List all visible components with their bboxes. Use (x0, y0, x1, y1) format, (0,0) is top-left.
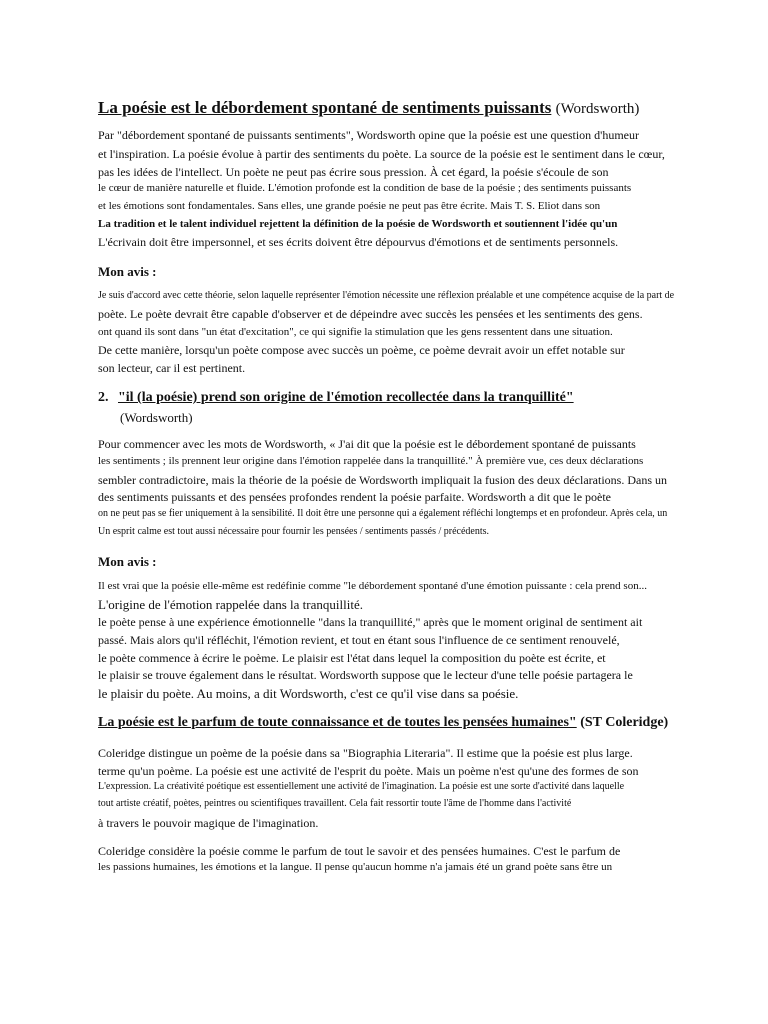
para1-line: L'écrivain doit être impersonnel, et ses écrits doivent être dépourvus d'émotions et de sentiments personnels. (98, 235, 619, 249)
para1-line: le cœur de manière naturelle et fluide. L'émotion profonde est la condition de base de la poésie ; des sentiments puissants (98, 182, 632, 194)
avis1-line: son lecteur, car il est pertinent. (98, 361, 246, 375)
para3-line: L'expression. La créativité poétique est essentiellement une activité de l'imagination. La poésie est une sorte d'activité dans laquelle (98, 781, 625, 792)
heading-2-number: 2. (98, 390, 109, 405)
avis2-line: le poète pense à une expérience émotionnelle "dans la tranquillité," après que le moment original de sentiment ait (98, 615, 643, 629)
avis2-line: Il est vrai que la poésie elle-même est redéfinie comme "le débordement spontané d'une émotion puissante : cela prend son... (98, 580, 647, 592)
avis1-line: De cette manière, lorsqu'un poète compose avec succès un poème, ce poème devrait avoir un effet notable sur (98, 343, 625, 357)
para2-line: on ne peut pas se fier uniquement à la sensibilité. Il doit être une personne qui a également réfléchi longtemps et en profondeur. Après cela, un (98, 508, 668, 519)
heading-1 (98, 99, 639, 117)
para3-line: Coleridge distingue un poème de la poésie dans sa "Biographia Literaria". Il estime que la poésie est plus large. (98, 746, 633, 760)
para2-line: des sentiments puissants et des pensées profondes rendent la poésie parfaite. Wordsworth a dit que le poète (98, 490, 612, 504)
para3-line: à travers le pouvoir magique de l'imagination. (98, 816, 319, 830)
avis2-line: le plaisir se trouve également dans le résultat. Wordsworth suppose que le lecteur d'une telle poésie partagera le (98, 668, 633, 682)
heading-2-title: "il (la poésie) prend son origine de l'émotion recollectée dans la tranquillité" (118, 390, 574, 405)
para4-line: les passions humaines, les émotions et la langue. Il pense qu'aucun homme n'a jamais été un grand poète sans être un (98, 861, 613, 873)
avis1-line: poète. Le poète devrait être capable d'observer et de dépeindre avec succès les pensées et les sentiments des gens. (98, 307, 643, 321)
para1-line: La tradition et le talent individuel rejettent la définition de la poésie de Wordsworth et soutiennent l'idée qu'un (98, 218, 618, 230)
mon-avis-heading: Mon avis : (98, 264, 157, 279)
avis1-line: ont quand ils sont dans "un état d'excitation", ce qui signifie la stimulation que les gens ressentent dans une situation. (98, 326, 613, 338)
avis2-line: L'origine de l'émotion rappelée dans la tranquillité. (98, 597, 363, 612)
heading-3-title: La poésie est le parfum de toute connaissance et de toutes les pensées humaines" (98, 715, 577, 730)
para1-line: et l'inspiration. La poésie évolue à partir des sentiments du poète. La source de la poésie est le sentiment dans le cœur, (98, 147, 665, 161)
para1-line: pas les idées de l'intellect. Un poète ne peut pas écrire sous pression. À cet égard, la poésie s'écoule de son (98, 165, 609, 179)
heading-2-author: (Wordsworth) (120, 410, 193, 425)
para1-line: et les émotions sont fondamentales. Sans elles, une grande poésie ne peut pas être écrite. Mais T. S. Eliot dans son (98, 200, 601, 212)
avis2-line: le poète commence à écrire le poème. Le plaisir est l'état dans lequel la composition du poète est écrite, et (98, 651, 606, 665)
para2-line: Un esprit calme est tout aussi nécessaire pour fournir les pensées / sentiments passés / précédents. (98, 526, 490, 537)
heading-3 (98, 716, 668, 730)
para3-line: tout artiste créatif, poètes, peintres ou scientifiques travaillent. Cela fait ressortir toute l'âme de l'homme dans l'activité (98, 798, 572, 809)
heading-1-title: La poésie est le débordement spontané de sentiments puissants (98, 98, 552, 117)
avis1-line: Je suis d'accord avec cette théorie, selon laquelle représenter l'émotion nécessite une réflexion préalable et une compétence acquise de la part de (98, 290, 675, 301)
para2-line: les sentiments ; ils prennent leur origine dans l'émotion rappelée dans la tranquillité." À première vue, ces deux déclarations (98, 455, 644, 467)
mon-avis-heading: Mon avis : (98, 554, 157, 569)
para2-line: sembler contradictoire, mais la théorie de la poésie de Wordsworth impliquait la fusion des deux déclarations. Dans un (98, 473, 667, 487)
para1-line: Par "débordement spontané de puissants sentiments", Wordsworth opine que la poésie est une question d'humeur (98, 128, 640, 142)
para2-line: Pour commencer avec les mots de Wordsworth, « J'ai dit que la poésie est le débordement spontané de puissants (98, 437, 636, 451)
heading-1-author: (Wordsworth) (555, 101, 640, 117)
heading-3-author: (ST Coleridge) (580, 715, 669, 730)
para3-line: terme qu'un poème. La poésie est une activité de l'esprit du poète. Mais un poème n'est qu'une des formes de son (98, 764, 639, 778)
avis2-line: passé. Mais alors qu'il réfléchit, l'émotion revient, et tout en étant sous l'influence de ce sentiment renouvelé, (98, 633, 620, 647)
avis2-line: le plaisir du poète. Au moins, a dit Wordsworth, c'est ce qu'il vise dans sa poésie. (98, 686, 519, 701)
para4-line: Coleridge considère la poésie comme le parfum de tout le savoir et des pensées humaines. C'est le parfum de (98, 844, 621, 858)
